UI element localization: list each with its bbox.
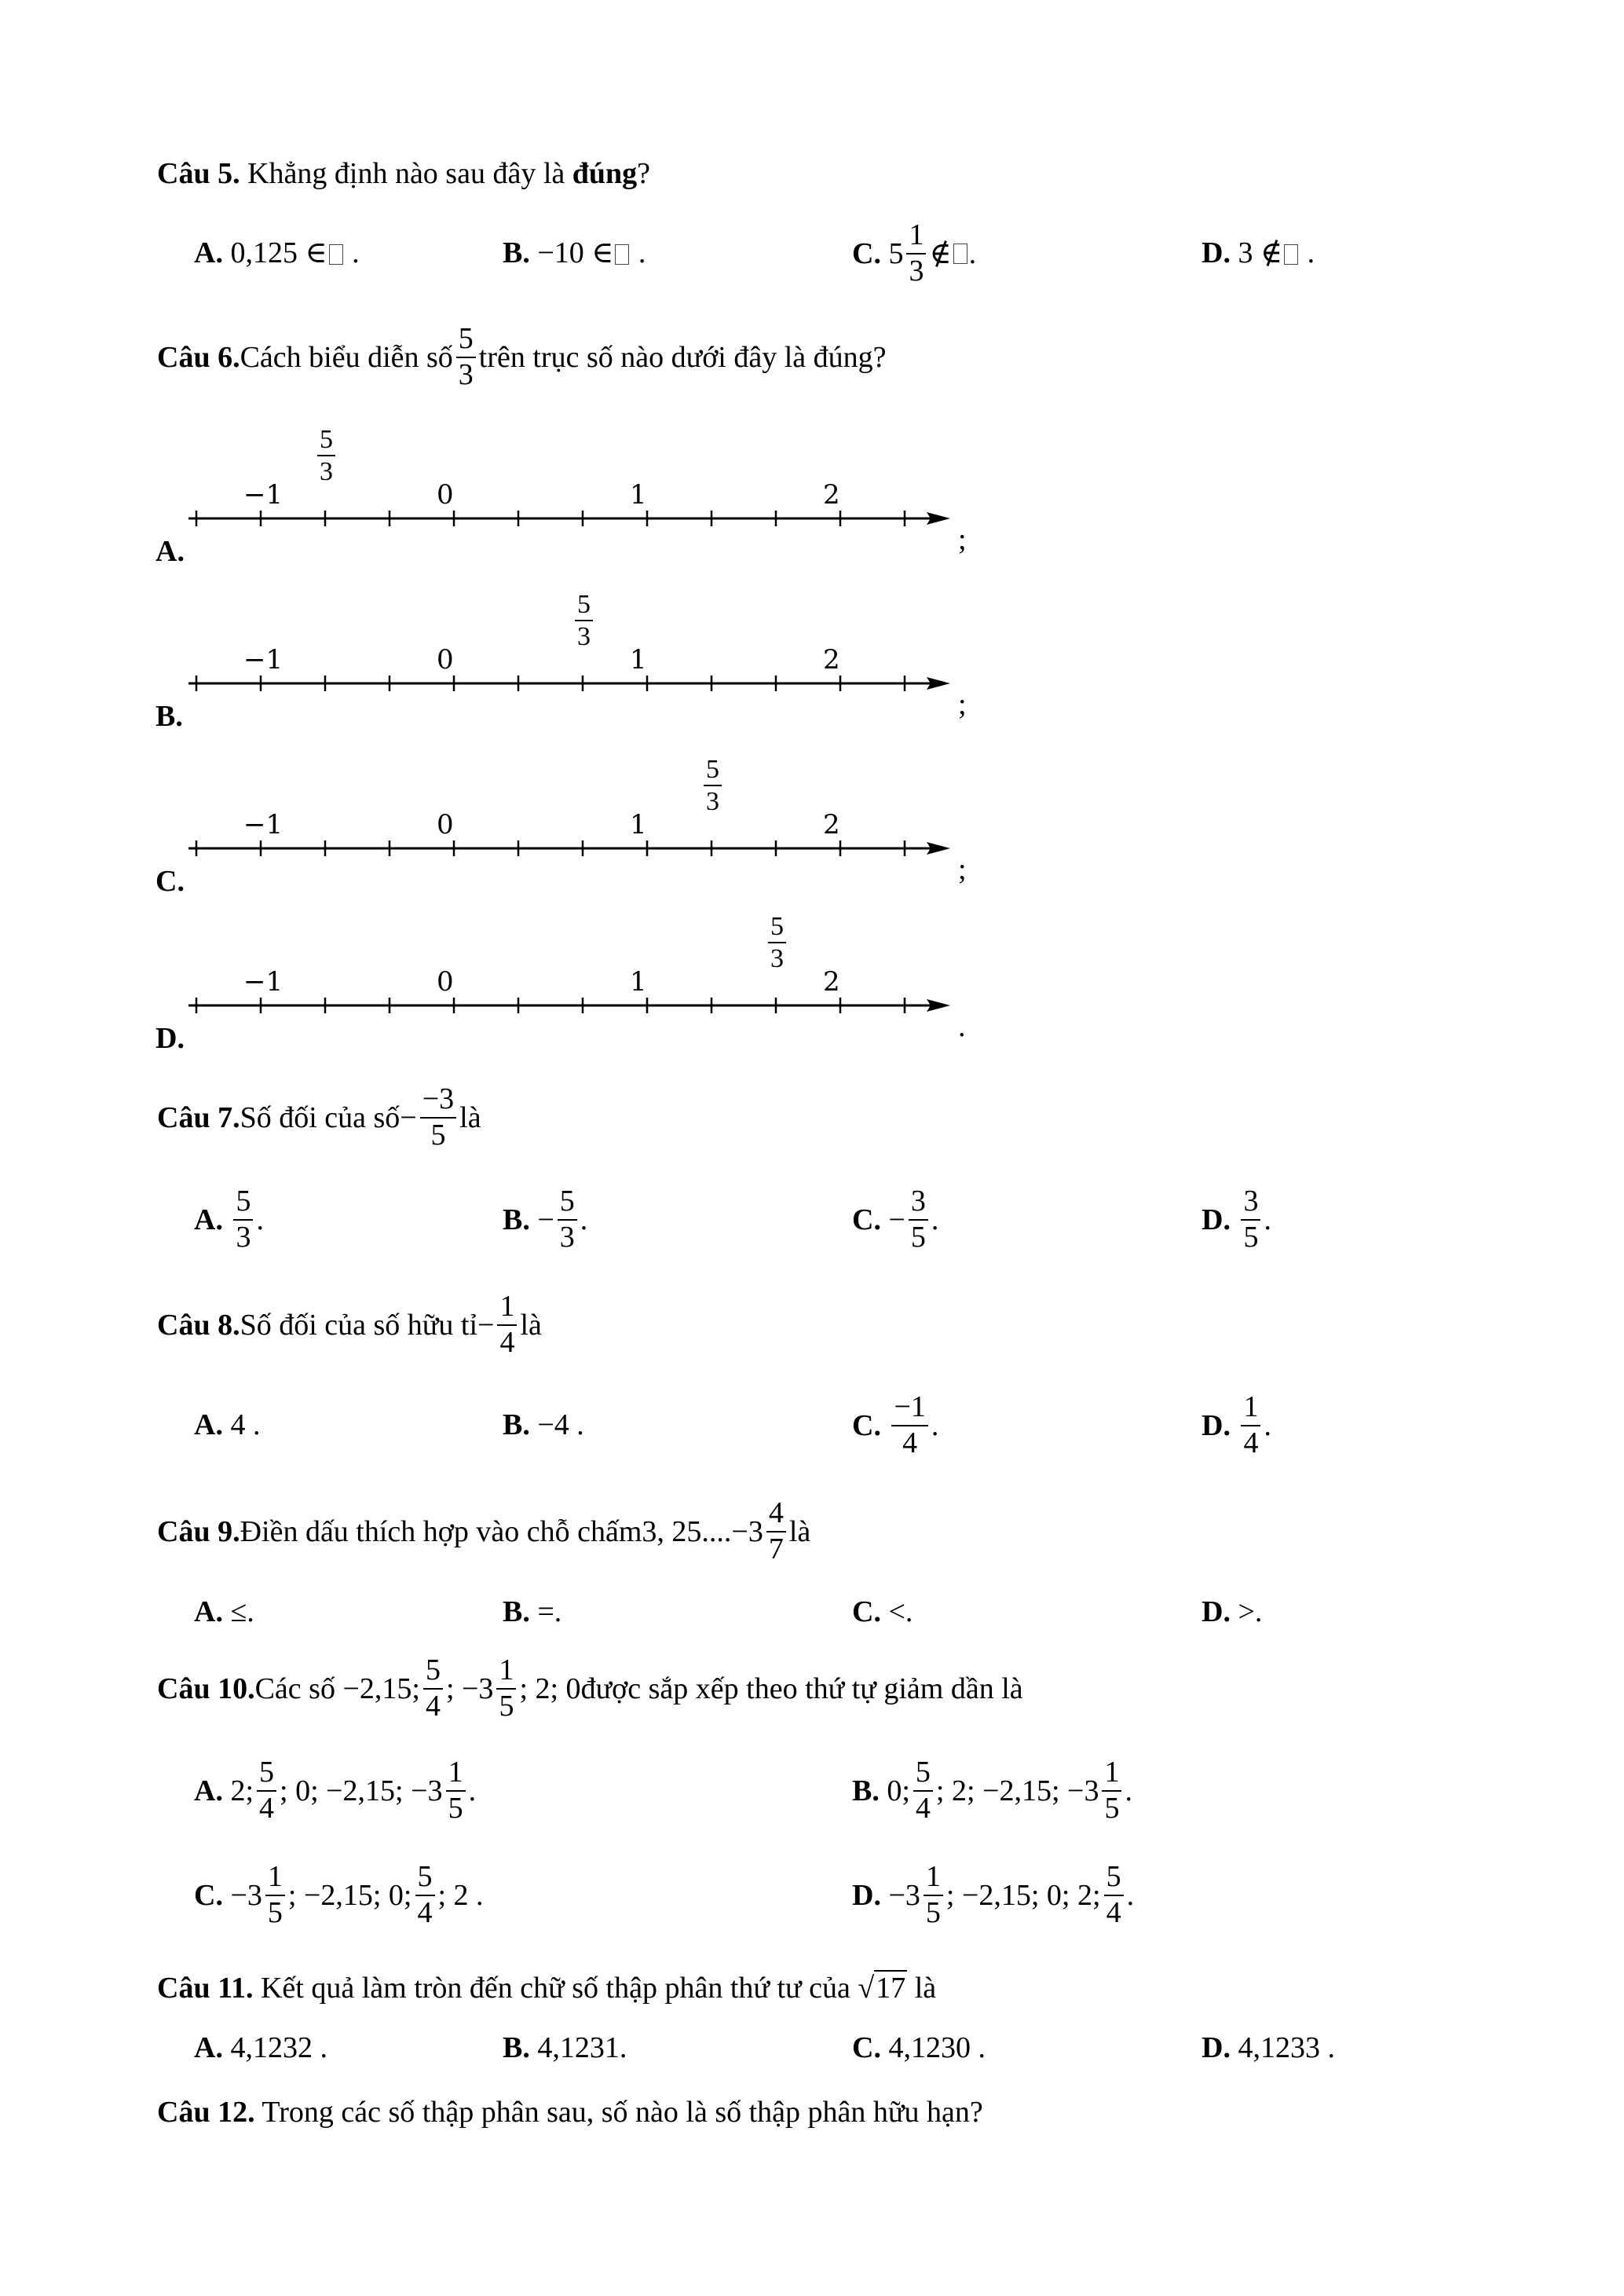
- tick-label: 2: [823, 966, 840, 998]
- tick-label: 0: [437, 479, 454, 511]
- missing-symbol-icon: [953, 244, 967, 264]
- question-10: Câu 10. Các số −2,15; $\frac{5}{4}$ ; −3 $\frac{1}{5}$ ; 2; 0 được sắp xếp theo thứ tự giảm dần là: [157, 1653, 1023, 1723]
- option-8a[interactable]: A. 4 .: [194, 1408, 261, 1441]
- option-10d[interactable]: D. −3 $\frac{1}{5}$ ; −2,15; 0; 2; $\frac{5}{4}$ .: [852, 1860, 1135, 1929]
- line-punctuation: ;: [958, 688, 967, 721]
- question-label: Câu 8.: [157, 1308, 240, 1342]
- tick-label: 1: [630, 809, 647, 840]
- question-9: Câu 9. Điền dấu thích hợp vào chỗ chấm 3, 25....−3 $\frac{4}{7}$ là: [157, 1496, 811, 1565]
- fraction: $\frac{5}{3}$: [233, 1185, 253, 1254]
- tick-label: 2: [823, 809, 840, 840]
- tick-label: 0: [437, 966, 454, 998]
- option-8b[interactable]: B. −4 .: [503, 1408, 584, 1441]
- question-label: Câu 10.: [157, 1672, 255, 1705]
- fraction-point-label: $\frac{5}{3}$: [572, 589, 596, 652]
- line-punctuation: ;: [958, 523, 967, 556]
- option-7c[interactable]: C. − $\frac{3}{5}$ .: [852, 1185, 939, 1254]
- question-label: Câu 6.: [157, 340, 240, 374]
- tick-label: 0: [437, 644, 454, 676]
- fraction-point-label: $\frac{5}{3}$: [765, 911, 789, 974]
- option-label: D.: [155, 1022, 185, 1055]
- line-punctuation: ;: [958, 853, 967, 886]
- option-11b[interactable]: B. 4,1231.: [503, 2031, 627, 2064]
- fraction: $\frac{-3}{5}$: [420, 1082, 456, 1152]
- fraction: $\frac{5}{3}$: [456, 322, 476, 392]
- number-line-option-b[interactable]: [157, 589, 982, 746]
- option-label: B.: [155, 700, 183, 733]
- fraction: $\frac{1}{4}$: [1241, 1390, 1260, 1460]
- missing-symbol-icon: [1284, 244, 1298, 265]
- missing-symbol-icon: [615, 244, 629, 265]
- question-12: Câu 12. Trong các số thập phân sau, số nào là số thập phân hữu hạn?: [157, 2096, 983, 2129]
- option-11a[interactable]: A. 4,1232 .: [194, 2031, 327, 2064]
- number-line-option-a[interactable]: [157, 424, 982, 581]
- question-8: Câu 8. Số đối của số hữu tỉ − $\frac{1}{4}$ là: [157, 1290, 542, 1359]
- option-5d[interactable]: D. 3 ∉ .: [1202, 236, 1315, 269]
- fraction: $\frac{4}{7}$: [766, 1496, 786, 1566]
- tick-label: 1: [630, 479, 647, 511]
- option-5c[interactable]: C. 5 $\frac{1}{3}$ ∉ .: [852, 218, 977, 287]
- question-7: Câu 7. Số đối của số − $\frac{-3}{5}$ là: [157, 1082, 481, 1152]
- tick-label: −1: [243, 966, 283, 998]
- option-10c[interactable]: C. −3 $\frac{1}{5}$ ; −2,15; 0; $\frac{5}{4}$ ; 2 .: [194, 1860, 484, 1929]
- tick-label: −1: [243, 809, 283, 840]
- option-8c[interactable]: C. $\frac{-1}{4}$ .: [852, 1390, 939, 1459]
- option-label: C.: [155, 865, 185, 898]
- option-8d[interactable]: D. $\frac{1}{4}$ .: [1202, 1390, 1271, 1459]
- number-line-option-c[interactable]: [157, 754, 982, 911]
- tick-label: 1: [630, 966, 647, 998]
- question-5: Câu 5. Khẳng định nào sau đây là đúng?: [157, 157, 651, 190]
- option-10b[interactable]: B. 0; $\frac{5}{4}$ ; 2; −2,15; −3 $\frac{1}{5}$ .: [852, 1756, 1132, 1825]
- fraction: $\frac{-1}{4}$: [891, 1390, 927, 1460]
- question-11: Câu 11. Kết quả làm tròn đến chữ số thập phân thứ tư của √17 là: [157, 1972, 937, 2005]
- option-11c[interactable]: C. 4,1230 .: [852, 2031, 986, 2064]
- question-label: Câu 7.: [157, 1100, 240, 1134]
- fraction: $\frac{3}{5}$: [909, 1185, 928, 1254]
- question-label: Câu 5.: [157, 157, 240, 190]
- option-label: A.: [155, 535, 185, 568]
- fraction: $\frac{5}{3}$: [558, 1185, 577, 1254]
- fraction-point-label: $\frac{5}{3}$: [314, 424, 338, 487]
- option-7b[interactable]: B. − $\frac{5}{3}$ .: [503, 1185, 588, 1254]
- tick-label: 0: [437, 809, 454, 840]
- line-punctuation: .: [958, 1010, 966, 1043]
- option-9c[interactable]: C. <.: [852, 1595, 913, 1628]
- option-9d[interactable]: D. >.: [1202, 1595, 1263, 1628]
- option-5b[interactable]: B. −10 ∈ .: [503, 236, 646, 269]
- fraction: $\frac{1}{3}$: [906, 218, 926, 288]
- question-label: Câu 9.: [157, 1514, 240, 1548]
- fraction: $\frac{1}{4}$: [497, 1290, 517, 1360]
- option-11d[interactable]: D. 4,1233 .: [1202, 2031, 1335, 2064]
- fraction: $\frac{3}{5}$: [1241, 1185, 1260, 1254]
- option-9b[interactable]: B. =.: [503, 1595, 562, 1628]
- missing-symbol-icon: [329, 244, 343, 265]
- option-10a[interactable]: A. 2; $\frac{5}{4}$ ; 0; −2,15; −3 $\frac{1}{5}$ .: [194, 1756, 477, 1825]
- question-6: Câu 6. Cách biểu diễn số $\frac{5}{3}$ trên trục số nào dưới đây là đúng?: [157, 322, 887, 391]
- fraction-point-label: $\frac{5}{3}$: [700, 754, 725, 817]
- option-9a[interactable]: A. ≤.: [194, 1595, 254, 1628]
- tick-label: 2: [823, 479, 840, 511]
- question-label: Câu 11.: [157, 1972, 254, 2005]
- tick-label: 1: [630, 644, 647, 676]
- question-label: Câu 12.: [157, 2096, 255, 2129]
- sqrt-radicand: 17: [876, 1972, 906, 2005]
- tick-label: 2: [823, 644, 840, 676]
- tick-label: −1: [243, 479, 283, 511]
- option-7a[interactable]: A. $\frac{5}{3}$ .: [194, 1185, 264, 1254]
- option-5a[interactable]: A. 0,125 ∈ .: [194, 236, 360, 269]
- tick-label: −1: [243, 644, 283, 676]
- option-7d[interactable]: D. $\frac{3}{5}$ .: [1202, 1185, 1271, 1254]
- number-line-option-d[interactable]: [157, 911, 982, 1068]
